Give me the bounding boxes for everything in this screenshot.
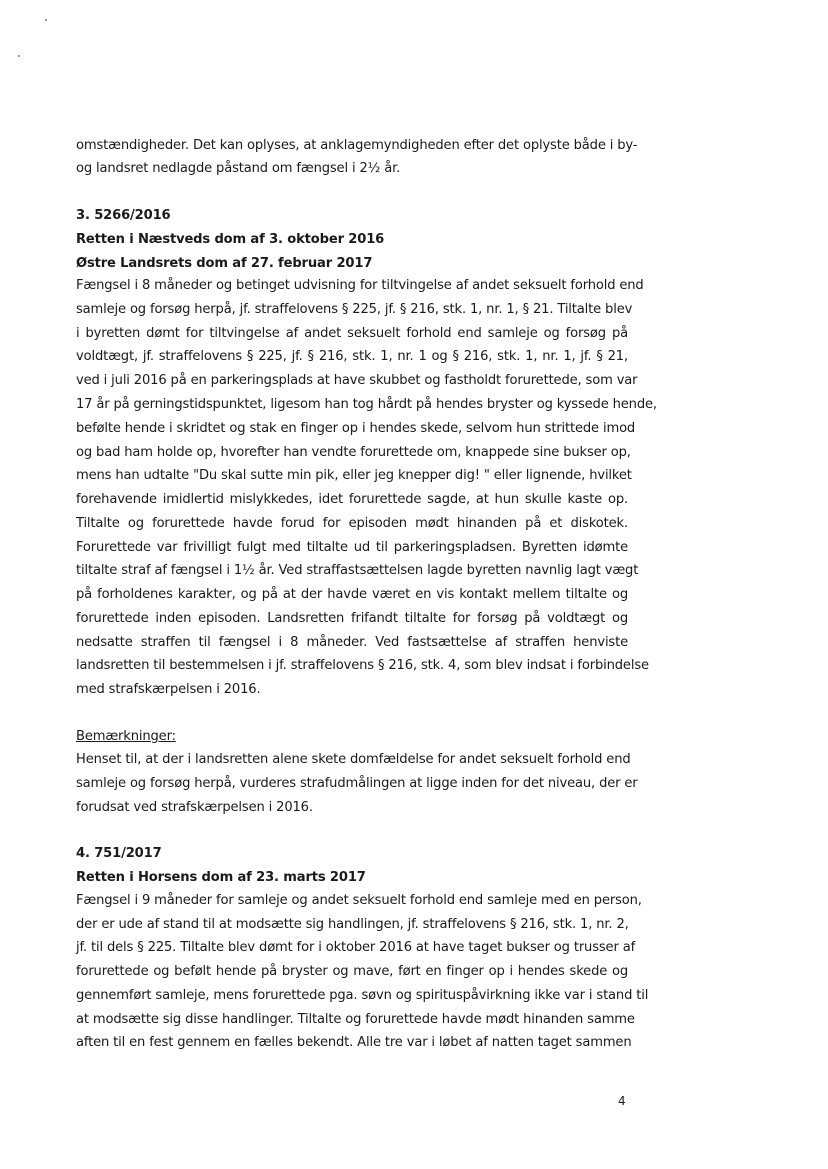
text-line: i byretten dømt for tiltvingelse af andet seksuelt forhold end samleje og forsøg på xyxy=(76,326,628,341)
text-line: ved i juli 2016 på en parkeringsplads at have skubbet og fastholdt forurettede, som var xyxy=(76,373,638,388)
text-line: tiltalte straf af fængsel i 1½ år. Ved straffastsættelsen lagde byretten navnlig lagt vægt xyxy=(76,563,639,578)
text-line: Henset til, at der i landsretten alene skete domfældelse for andet seksuelt forhold end xyxy=(76,752,631,767)
text-line: mens han udtalte "Du skal sutte min pik, eller jeg knepper dig! " eller lignende, hvilket xyxy=(76,468,632,483)
text-line: befølte hende i skridtet og stak en finger op i hendes skede, selvom hun strittede imod xyxy=(76,421,636,436)
text-line: Fængsel i 8 måneder og betinget udvisning for tiltvingelse af andet seksuelt forhold end xyxy=(76,278,644,293)
text-line: forurettede og befølt hende på bryster og mave, ført en finger op i hendes skede og xyxy=(76,964,628,979)
text-line: samleje og forsøg herpå, jf. straffelovens § 225, jf. § 216, stk. 1, nr. 1, § 21. Tiltalte blev xyxy=(76,302,633,317)
text-line: nedsatte straffen til fængsel i 8 måneder. Ved fastsættelse af straffen henviste xyxy=(76,635,628,650)
scan-speck xyxy=(45,19,47,21)
remarks-heading: Bemærkninger: xyxy=(76,729,176,744)
scan-speck xyxy=(18,55,20,57)
text-line: 17 år på gerningstidspunktet, ligesom han tog hårdt på hendes bryster og kyssede hende, xyxy=(76,397,657,412)
text-line: og bad ham holde op, hvorefter han vendte forurettede om, knappede sine bukser op, xyxy=(76,445,631,460)
text-line: landsretten til bestemmelsen i jf. straffelovens § 216, stk. 4, som blev indsat i forbindelse xyxy=(76,658,649,673)
text-line: jf. til dels § 225. Tiltalte blev dømt for i oktober 2016 at have taget bukser og trusser af xyxy=(76,940,636,955)
text-line: gennemført samleje, mens forurettede pga. søvn og spirituspåvirkning ikke var i stand til xyxy=(76,988,649,1003)
text-line: der er ude af stand til at modsætte sig handlingen, jf. straffelovens § 216, stk. 1, nr. 2, xyxy=(76,917,629,932)
text-line: aften til en fest gennem en fælles bekendt. Alle tre var i løbet af natten taget sammen xyxy=(76,1035,632,1050)
text-line: forehavende imidlertid mislykkedes, idet forurettede sagde, at hun skulle kaste op. xyxy=(76,492,628,507)
text-line: Tiltalte og forurettede havde forud for episoden mødt hinanden på et diskotek. xyxy=(76,516,628,531)
text-line: med strafskærpelsen i 2016. xyxy=(76,682,261,697)
text-line: samleje og forsøg herpå, vurderes strafudmålingen at ligge inden for det niveau, der er xyxy=(76,776,638,791)
text-line: Forurettede var frivilligt fulgt med tiltalte ud til parkeringspladsen. Byretten idømte xyxy=(76,540,628,555)
text-line: at modsætte sig disse handlinger. Tiltalte og forurettede havde mødt hinanden samme xyxy=(76,1012,635,1027)
court-heading: Retten i Horsens dom af 23. marts 2017 xyxy=(76,870,366,885)
case-number: 4. 751/2017 xyxy=(76,846,162,861)
court-heading: Retten i Næstveds dom af 3. oktober 2016 xyxy=(76,232,385,247)
text-line: forudsat ved strafskærpelsen i 2016. xyxy=(76,800,313,815)
court-heading: Østre Landsrets dom af 27. februar 2017 xyxy=(76,256,373,271)
text-line: forurettede inden episoden. Landsretten frifandt tiltalte for forsøg på voldtægt og xyxy=(76,611,628,626)
text-line: Fængsel i 9 måneder for samleje og andet seksuelt forhold end samleje med en person, xyxy=(76,893,642,908)
page-number: 4 xyxy=(618,1094,626,1108)
text-line: voldtægt, jf. straffelovens § 225, jf. § 216, stk. 1, nr. 1 og § 216, stk. 1, nr. 1, jf. § 21, xyxy=(76,349,628,364)
text-line: omstændigheder. Det kan oplyses, at anklagemyndigheden efter det oplyste både i by- xyxy=(76,138,638,153)
case-number: 3. 5266/2016 xyxy=(76,208,171,223)
text-line: og landsret nedlagde påstand om fængsel i 2½ år. xyxy=(76,161,401,176)
text-line: på forholdenes karakter, og på at der havde været en vis kontakt mellem tiltalte og xyxy=(76,587,628,602)
